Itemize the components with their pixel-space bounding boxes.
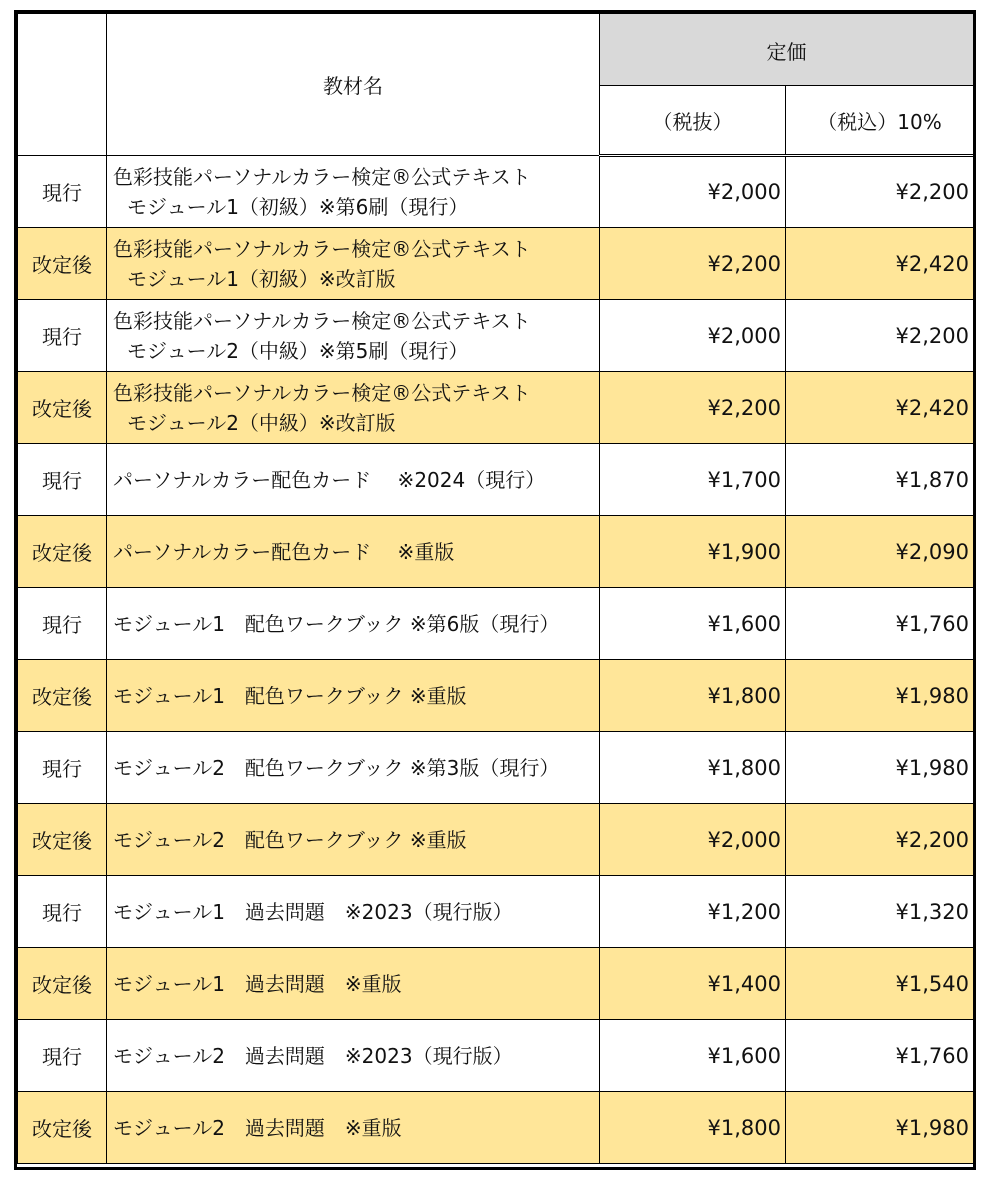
header-status-cell [18, 14, 107, 156]
table-row [18, 588, 974, 660]
table-row [18, 516, 974, 588]
row-material-name [107, 1020, 600, 1092]
row-price-excl-tax: ¥1,900 [600, 516, 786, 588]
row-material-name [107, 156, 600, 228]
row-price-excl-tax: ¥1,200 [600, 876, 786, 948]
row-material-name-line1: 色彩技能パーソナルカラー検定®公式テキスト [113, 380, 531, 405]
row-price-incl-tax: ¥1,980 [786, 660, 974, 732]
row-price-excl-tax: ¥1,600 [600, 588, 786, 660]
row-material-name-line1: 色彩技能パーソナルカラー検定®公式テキスト [113, 236, 531, 261]
row-material-name-line2: モジュール2（中級）※第5刷（現行） [127, 338, 469, 363]
row-price-excl-tax: ¥2,200 [600, 228, 786, 300]
row-price-incl-tax: ¥1,980 [786, 1092, 974, 1164]
row-material-name-line1: パーソナルカラー配色カード ※重版 [113, 539, 455, 564]
row-status: 改定後 [18, 1092, 107, 1164]
row-price-excl-tax: ¥1,800 [600, 1092, 786, 1164]
row-price-incl-tax: ¥1,320 [786, 876, 974, 948]
row-material-name-line1: モジュール2 過去問題 ※2023（現行版） [113, 1043, 513, 1068]
row-material-name-line2: モジュール2（中級）※改訂版 [127, 410, 396, 435]
row-price-incl-tax: ¥2,090 [786, 516, 974, 588]
row-status: 改定後 [18, 516, 107, 588]
header-incl-tax: （税込）10% [786, 86, 974, 156]
row-price-excl-tax: ¥2,000 [600, 300, 786, 372]
table-row [18, 660, 974, 732]
table-row [18, 1092, 974, 1164]
row-status: 現行 [18, 300, 107, 372]
row-material-name-line1: パーソナルカラー配色カード ※2024（現行） [113, 467, 546, 492]
row-material-name-line1: モジュール1 過去問題 ※重版 [113, 971, 402, 996]
row-status: 改定後 [18, 660, 107, 732]
row-status: 改定後 [18, 372, 107, 444]
row-price-excl-tax: ¥1,400 [600, 948, 786, 1020]
price-table-body [18, 14, 974, 1164]
row-material-name-line1: 色彩技能パーソナルカラー検定®公式テキスト [113, 164, 531, 189]
price-table [17, 13, 974, 1164]
row-material-name [107, 588, 600, 660]
row-price-excl-tax: ¥2,000 [600, 804, 786, 876]
row-material-name [107, 372, 600, 444]
row-status: 改定後 [18, 804, 107, 876]
row-material-name [107, 444, 600, 516]
row-status: 現行 [18, 1020, 107, 1092]
row-price-excl-tax: ¥1,800 [600, 660, 786, 732]
row-material-name-line2: モジュール1（初級）※改訂版 [127, 266, 396, 291]
row-material-name [107, 516, 600, 588]
row-price-incl-tax: ¥1,980 [786, 732, 974, 804]
table-row [18, 372, 974, 444]
row-material-name [107, 228, 600, 300]
table-row [18, 156, 974, 228]
row-material-name [107, 1092, 600, 1164]
price-table-sheet [14, 10, 976, 1170]
table-row [18, 804, 974, 876]
row-price-excl-tax: ¥1,600 [600, 1020, 786, 1092]
row-price-excl-tax: ¥1,800 [600, 732, 786, 804]
row-price-incl-tax: ¥2,200 [786, 300, 974, 372]
row-material-name-line1: モジュール2 過去問題 ※重版 [113, 1115, 402, 1140]
table-row [18, 300, 974, 372]
row-price-incl-tax: ¥2,420 [786, 228, 974, 300]
row-material-name [107, 732, 600, 804]
row-material-name [107, 804, 600, 876]
row-material-name [107, 876, 600, 948]
header-row-top [18, 14, 974, 86]
row-status: 改定後 [18, 228, 107, 300]
row-status: 現行 [18, 588, 107, 660]
row-price-incl-tax: ¥2,200 [786, 804, 974, 876]
row-material-name-line1: モジュール1 配色ワークブック ※第6版（現行） [113, 611, 560, 636]
row-price-incl-tax: ¥2,200 [786, 156, 974, 228]
row-material-name-line1: モジュール2 配色ワークブック ※重版 [113, 827, 467, 852]
row-material-name [107, 660, 600, 732]
row-price-incl-tax: ¥2,420 [786, 372, 974, 444]
row-price-incl-tax: ¥1,760 [786, 588, 974, 660]
header-excl-tax: （税抜） [600, 86, 786, 156]
row-price-incl-tax: ¥1,540 [786, 948, 974, 1020]
table-row [18, 732, 974, 804]
header-price-group: 定価 [600, 14, 974, 86]
row-material-name-line2: モジュール1（初級）※第6刷（現行） [127, 194, 469, 219]
row-price-excl-tax: ¥1,700 [600, 444, 786, 516]
table-row [18, 948, 974, 1020]
row-status: 現行 [18, 732, 107, 804]
row-status: 現行 [18, 156, 107, 228]
table-row [18, 444, 974, 516]
table-row [18, 228, 974, 300]
row-price-incl-tax: ¥1,870 [786, 444, 974, 516]
row-status: 改定後 [18, 948, 107, 1020]
table-row [18, 876, 974, 948]
row-status: 現行 [18, 444, 107, 516]
row-price-excl-tax: ¥2,200 [600, 372, 786, 444]
row-material-name-line1: 色彩技能パーソナルカラー検定®公式テキスト [113, 308, 531, 333]
header-name-cell: 教材名 [107, 14, 600, 156]
row-material-name-line1: モジュール1 配色ワークブック ※重版 [113, 683, 467, 708]
row-material-name [107, 300, 600, 372]
row-status: 現行 [18, 876, 107, 948]
row-price-incl-tax: ¥1,760 [786, 1020, 974, 1092]
row-price-excl-tax: ¥2,000 [600, 156, 786, 228]
row-material-name-line1: モジュール1 過去問題 ※2023（現行版） [113, 899, 513, 924]
table-row [18, 1020, 974, 1092]
row-material-name [107, 948, 600, 1020]
row-material-name-line1: モジュール2 配色ワークブック ※第3版（現行） [113, 755, 560, 780]
